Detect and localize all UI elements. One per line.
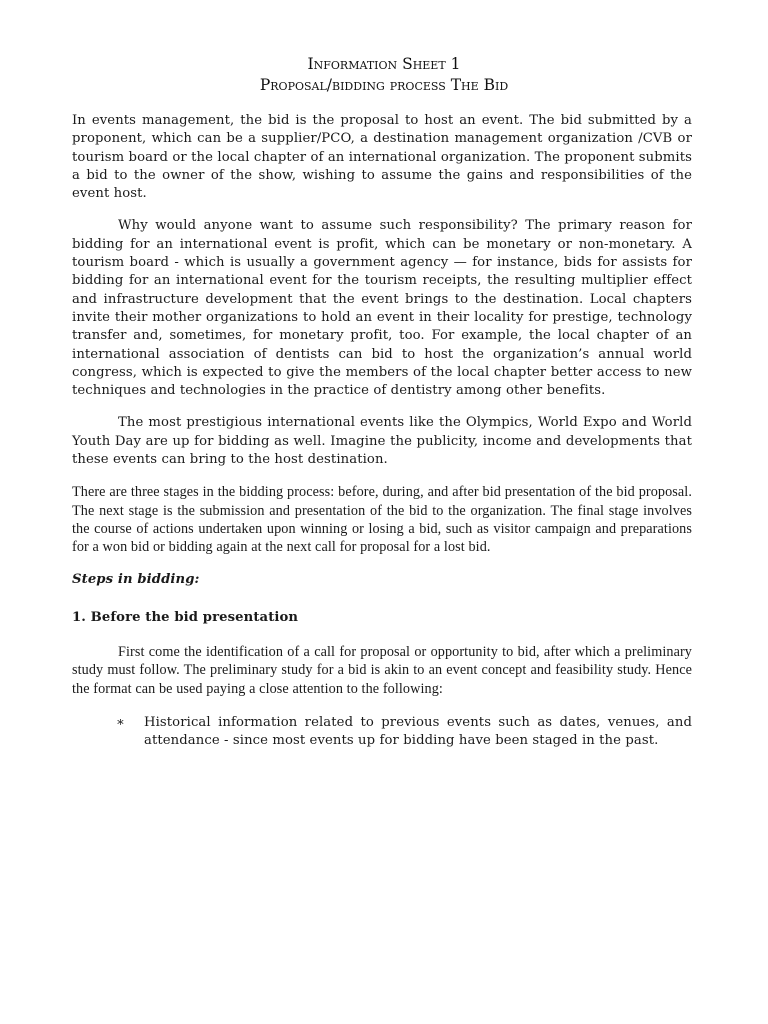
bullet-text: Historical information related to previous events such as dates, venues, and attendance - since most events up for bidding have been staged in the past.	[144, 715, 692, 749]
paragraph-prestigious-events: The most prestigious international events like the Olympics, World Expo and World Youth Day are up for bidding as well. Imagine the publicity, income and developments that these events can bring to the host destination.	[72, 415, 692, 468]
document-body	[72, 112, 692, 751]
list-item	[72, 714, 692, 751]
title-block	[0, 54, 768, 96]
document-subtitle: Proposal/bidding process The Bid	[259, 76, 509, 94]
paragraph-preliminary-study: First come the identification of a call for proposal or opportunity to bid, after which a preliminary study must follow. The preliminary study for a bid is akin to an event concept and feasibility study. Hence the format can be used paying a close attention to the following:	[72, 644, 692, 697]
step-1-heading: 1. Before the bid presentation	[72, 609, 299, 625]
document-title: Information Sheet 1	[307, 55, 461, 73]
paragraph-reasons: Why would anyone want to assume such responsibility? The primary reason for bidding for an international event is profit, which can be monetary or non-monetary. A tourism board - which is usually a government agency — for instance, bids for assists for bidding for an international event for the tourism receipts, the resulting multiplier effect and infrastructure development that the event brings to the destination. Local chapters invite their mother organizations to hold an event in their locality for prestige, technology transfer and, sometimes, for monetary profit, too. For example, the local chapter of an international association of dentists can bid to host the organization’s annual world congress, which is expected to give the members of the local chapter better access to new techniques and technologies in the practice of dentistry among other benefits.	[72, 218, 692, 399]
steps-heading: Steps in bidding:	[72, 571, 200, 587]
bullet-list	[72, 714, 692, 751]
paragraph-three-stages: There are three stages in the bidding process: before, during, and after bid presentation of the bid proposal. The next stage is the submission and presentation of the bid to the organization. The final stage involves the course of actions undertaken upon winning or losing a bid, such as visitor campaign and preparations for a won bid or bidding again at the next call for proposal for a lost bid.	[72, 484, 692, 556]
asterisk-bullet-icon: ∗	[116, 715, 125, 731]
paragraph-intro: In events management, the bid is the proposal to host an event. The bid submitted by a proponent, which can be a supplier/PCO, a destination management organization /CVB or tourism board or the local chapter of an international organization. The proponent submits a bid to the owner of the show, wishing to assume the gains and responsibilities of the event host.	[72, 113, 692, 202]
